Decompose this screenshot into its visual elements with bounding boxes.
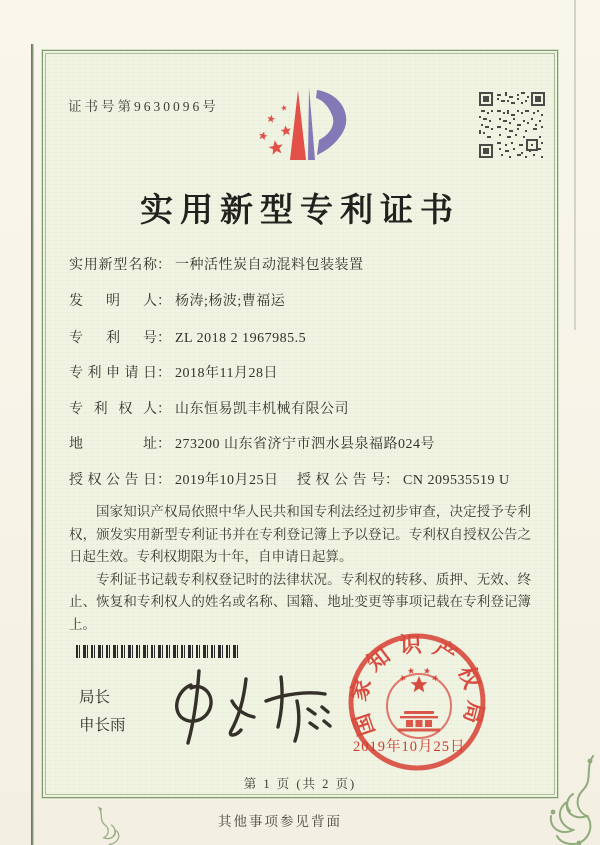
corner-ornament-bottom-right (543, 754, 600, 845)
field-value: 山东恒易凯丰机械有限公司 (175, 402, 349, 417)
grant-date-value: 2019年10月25日 (175, 473, 279, 488)
field-colon: ： (157, 366, 171, 381)
field-value: 杨涛;杨波;曹福运 (175, 294, 286, 309)
page-number: 第 1 页 (共 2 页) (243, 777, 357, 791)
director-signature (164, 663, 344, 755)
director-name: 申长雨 (79, 717, 126, 734)
field-label: 地址 (69, 437, 157, 452)
field-label: 专利申请日 (69, 366, 157, 381)
field-colon: ： (157, 294, 171, 309)
field-label: 专利权人 (69, 402, 157, 417)
field-patent-number (69, 327, 306, 347)
field-colon: ： (157, 258, 171, 273)
field-colon: ： (157, 437, 171, 452)
field-value: 一种活性炭自动混料包装装置 (175, 258, 364, 273)
field-address (69, 433, 435, 453)
legal-paragraph-1: 国家知识产权局依照中华人民共和国专利法经过初步审查，决定授予专利权，颁发实用新型专利证书并在专利登记簿上予以登记。专利权自授权公告之日起生效。专利权期限为十年，自申请日起算。 (69, 504, 531, 564)
field-inventors (69, 290, 285, 310)
grant-date-label: 授权公告日 (69, 473, 157, 488)
director-block (79, 684, 126, 740)
grant-number-label: 授权公告号 (297, 473, 385, 488)
qr-code (479, 92, 545, 158)
field-colon: ： (157, 331, 171, 346)
cnipa-logo (246, 82, 358, 186)
scan-edge-right (574, 0, 576, 330)
seal-text: 国家知识产权局 (345, 631, 489, 740)
field-colon: ： (157, 402, 171, 417)
legal-paragraph-2: 专利证书记载专利权登记时的法律状况。专利权的转移、质押、无效、终止、恢复和专利权人的姓名或名称、国籍、地址变更等事项记载在专利登记簿上。 (69, 571, 531, 632)
grant-number-value: CN 209535519 U (403, 473, 510, 488)
legal-text (69, 501, 531, 636)
scan-edge-left (31, 44, 34, 845)
grant-number (297, 469, 510, 489)
field-label: 发明人 (69, 294, 157, 309)
field-grant-row (69, 469, 510, 489)
field-utility-model-name (69, 254, 364, 274)
field-application-date (69, 362, 278, 382)
field-colon: ： (385, 473, 399, 488)
seal-date: 2019年10月25日 (353, 739, 466, 755)
certificate-frame (42, 50, 558, 798)
field-value: 2018年11月28日 (175, 366, 278, 381)
field-patentee (69, 398, 349, 418)
field-label: 专利号 (69, 331, 157, 346)
field-value: ZL 2018 2 1967985.5 (175, 331, 307, 346)
field-colon: ： (157, 473, 171, 488)
field-value: 273200 山东省济宁市泗水县泉福路024号 (175, 437, 435, 452)
certificate-title: 实用新型专利证书 (140, 193, 460, 229)
barcode (76, 645, 238, 658)
certificate-number: 证书号第9630096号 (68, 99, 219, 114)
back-note: 其他事项参见背面 (218, 814, 342, 829)
field-label: 实用新型名称 (69, 258, 157, 273)
director-title: 局长 (79, 689, 111, 706)
